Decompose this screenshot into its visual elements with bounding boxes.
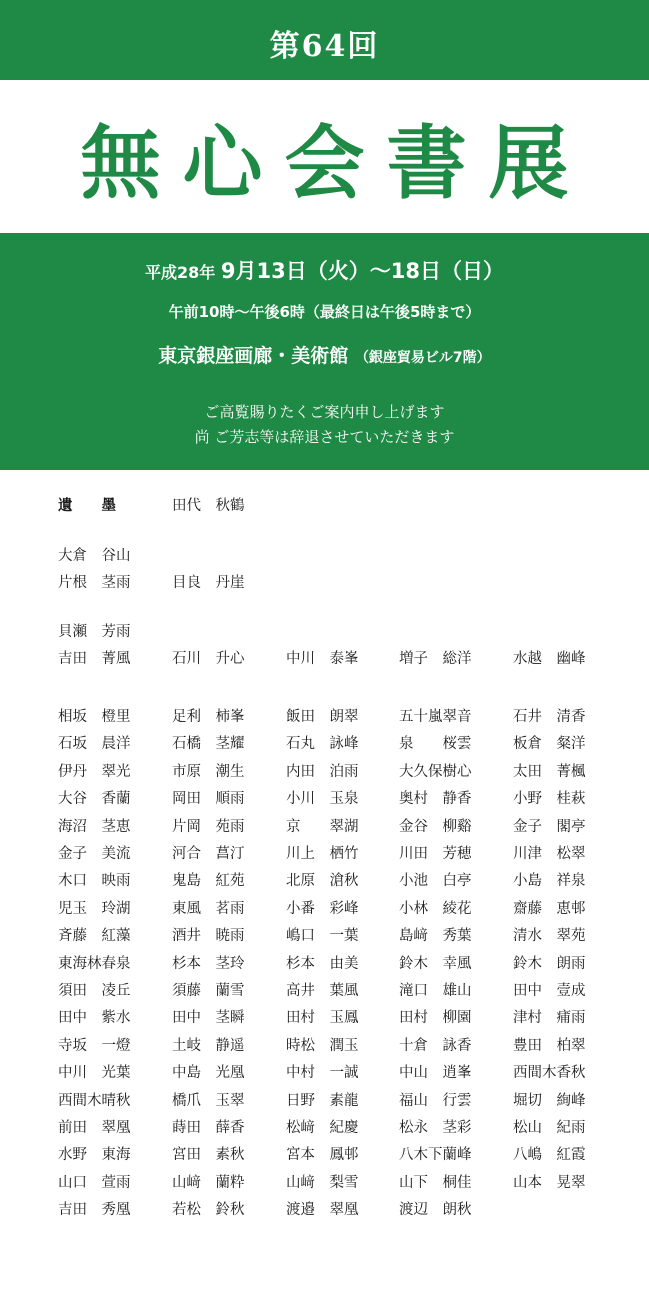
- member-name: 鬼島 紅苑: [172, 873, 245, 890]
- top-band: [0, 0, 649, 80]
- memorial-row: [0, 494, 649, 518]
- edition-number: 第64回: [269, 29, 380, 64]
- member-name: 片根 茎雨: [58, 575, 131, 591]
- member-name: 相坂 橙里: [58, 709, 131, 725]
- member-name: 土岐 静遥: [172, 1037, 245, 1054]
- member-name: 西間木香秋: [513, 1065, 586, 1082]
- member-name: 板倉 粲洋: [513, 736, 586, 753]
- member-row: [0, 1061, 649, 1085]
- member-name: 松﨑 紀慶: [286, 1120, 359, 1136]
- member-name: 山口 萱雨: [58, 1174, 131, 1191]
- member-name: 石川 升心: [172, 651, 245, 667]
- member-name: 松永 茎彩: [399, 1120, 472, 1136]
- member-row: [0, 1089, 649, 1113]
- member-name: 西間木晴秋: [58, 1092, 131, 1109]
- member-name: 内田 泊雨: [286, 763, 359, 780]
- member-name: 高井 葉風: [286, 983, 359, 999]
- member-name: 酒井 暁雨: [172, 928, 245, 945]
- member-name: 齋藤 恵邨: [513, 900, 586, 917]
- member-name: 若松 鈴秋: [172, 1202, 245, 1219]
- member-row: [0, 787, 649, 811]
- member-name: 渡辺 朗秋: [399, 1202, 472, 1219]
- member-name: 奥村 静香: [399, 791, 472, 808]
- member-name: 山﨑 梨雪: [286, 1174, 359, 1191]
- member-name: 島﨑 秀葉: [399, 928, 472, 945]
- member-name: 田中 紫水: [58, 1010, 131, 1027]
- member-name: 山下 桐佳: [399, 1174, 472, 1191]
- venue-note: （銀座貿易ビル7階）: [354, 350, 491, 366]
- info-band: [0, 233, 649, 470]
- gift-decline-note: 尚 ご芳志等は辞退させていただきます: [194, 428, 455, 446]
- member-name: 大久保樹心: [399, 763, 472, 780]
- member-name: 飯田 朗翠: [286, 709, 359, 725]
- title-area: [0, 80, 649, 233]
- member-name: 須田 凌丘: [58, 983, 131, 999]
- member-name: 宮本 鳳邨: [286, 1147, 359, 1164]
- member-name: 石坂 晨洋: [58, 736, 131, 753]
- member-name: 水越 幽峰: [513, 651, 586, 667]
- member-name: 滝口 雄山: [399, 983, 472, 999]
- member-name: 川田 芳穂: [399, 846, 472, 862]
- member-name: 海沼 茎恵: [58, 818, 131, 835]
- member-row: [0, 1116, 649, 1140]
- member-name: 前田 翠凰: [58, 1120, 131, 1136]
- member-name: 宮田 素秋: [172, 1147, 245, 1164]
- venue: [0, 341, 649, 368]
- member-name: 田村 柳園: [399, 1010, 472, 1027]
- member-name: 河合 菖汀: [172, 846, 245, 862]
- member-name: 杉本 茎玲: [172, 955, 245, 972]
- member-name: 水野 東海: [58, 1147, 131, 1164]
- member-name: 木口 映雨: [58, 873, 131, 890]
- member-name: 中村 一誠: [286, 1065, 359, 1082]
- date-era: 平成28年: [145, 263, 216, 282]
- member-name: 蒔田 薛香: [172, 1120, 245, 1136]
- member-name: 川津 松翠: [513, 846, 586, 862]
- senior-row: [0, 620, 649, 644]
- member-name: 小島 祥泉: [513, 873, 586, 890]
- member-row: [0, 842, 649, 866]
- member-name: 川上 栖竹: [286, 846, 359, 862]
- member-row: [0, 732, 649, 756]
- member-name: 田中 壹成: [513, 983, 586, 999]
- member-name: 鈴木 幸風: [399, 955, 472, 972]
- date-range: 9月13日（火）〜18日（日）: [220, 259, 504, 283]
- member-name: 中川 泰峯: [286, 651, 359, 667]
- member-name: 目良 丹崖: [172, 575, 245, 591]
- member-name: 岡田 順雨: [172, 791, 245, 808]
- venue-name: 東京銀座画廊・美術館: [158, 345, 349, 367]
- member-row: [0, 897, 649, 921]
- member-name: 八木下蘭峰: [399, 1147, 472, 1164]
- member-name: 小野 桂萩: [513, 791, 586, 808]
- member-row: [0, 979, 649, 1003]
- member-name: 中山 逍峯: [399, 1065, 472, 1082]
- member-row: [0, 1034, 649, 1058]
- member-name: 金谷 柳谿: [399, 818, 472, 835]
- member-name: 金子 美流: [58, 846, 131, 862]
- member-name: 橋爪 玉翠: [172, 1092, 245, 1109]
- member-name: 嶋口 一葉: [286, 928, 359, 945]
- member-name: 市原 潮生: [172, 763, 245, 780]
- member-name: 小番 彩峰: [286, 900, 359, 917]
- member-name: 中川 光葉: [58, 1065, 131, 1082]
- member-name: 金子 閣亭: [513, 818, 586, 835]
- member-name: 泉 桜雲: [399, 736, 472, 753]
- member-name: 石橋 茎耀: [172, 736, 245, 753]
- member-name: 寺坂 一燈: [58, 1037, 131, 1054]
- member-name: 足利 柿峯: [172, 709, 245, 725]
- member-name: 大倉 谷山: [58, 548, 131, 564]
- member-name: 日野 素龍: [286, 1092, 359, 1109]
- member-name: 大谷 香蘭: [58, 791, 131, 808]
- member-name: 時松 潤玉: [286, 1037, 359, 1054]
- memorial-label: 遺 墨: [58, 498, 116, 514]
- memorial-name: 田代 秋鶴: [172, 498, 245, 514]
- member-name: 清水 翠苑: [513, 928, 586, 945]
- member-row: [0, 1006, 649, 1030]
- member-name: 田村 玉鳳: [286, 1010, 359, 1027]
- member-name: 石丸 詠峰: [286, 736, 359, 753]
- member-name: 十倉 詠香: [399, 1037, 472, 1054]
- member-name: 津村 痡雨: [513, 1010, 586, 1027]
- advisor-row: [0, 544, 649, 568]
- member-row: [0, 1143, 649, 1167]
- member-name: 八嶋 紅霞: [513, 1147, 586, 1164]
- member-name: 豊田 柏翠: [513, 1037, 586, 1054]
- member-name: 吉田 秀凰: [58, 1202, 131, 1219]
- member-name: 五十嵐翠音: [399, 709, 472, 725]
- member-name: 太田 菁楓: [513, 763, 586, 780]
- member-row: [0, 924, 649, 948]
- member-name: 小川 玉泉: [286, 791, 359, 808]
- member-name: 中島 光凰: [172, 1065, 245, 1082]
- greeting-text: ご高覧賜りたくご案内申し上げます: [204, 403, 445, 421]
- member-name: 福山 行雲: [399, 1092, 472, 1109]
- member-name: 山本 晃翠: [513, 1174, 586, 1191]
- member-name: 小林 綾花: [399, 900, 472, 917]
- member-name: 京 翠湖: [286, 818, 359, 835]
- member-name: 東海林春泉: [58, 955, 131, 972]
- member-name: 片岡 苑雨: [172, 818, 245, 835]
- member-row: [0, 952, 649, 976]
- member-name: 山﨑 蘭粋: [172, 1174, 245, 1191]
- exhibition-title: 無心会書展: [80, 116, 591, 210]
- advisor-row: [0, 571, 649, 595]
- member-row: [0, 705, 649, 729]
- opening-hours: 午前10時〜午後6時（最終日は午後5時まで）: [168, 303, 481, 321]
- member-row: [0, 1198, 649, 1222]
- member-list: [0, 470, 649, 1297]
- member-name: 田中 茎瞬: [172, 1010, 245, 1027]
- member-row: [0, 760, 649, 784]
- member-name: 増子 総洋: [399, 651, 472, 667]
- member-row: [0, 815, 649, 839]
- member-name: 須藤 蘭雪: [172, 983, 245, 999]
- member-name: 渡邉 翠凰: [286, 1202, 359, 1219]
- member-name: 東風 茗雨: [172, 900, 245, 917]
- member-row: [0, 1171, 649, 1195]
- member-name: 北原 滄秋: [286, 873, 359, 890]
- member-row: [0, 869, 649, 893]
- exhibition-date: [0, 255, 649, 285]
- member-name: 石井 清香: [513, 709, 586, 725]
- member-name: 貝瀬 芳雨: [58, 624, 131, 640]
- member-name: 児玉 玲湖: [58, 900, 131, 917]
- member-name: 鈴木 朗雨: [513, 955, 586, 972]
- member-name: 伊丹 翠光: [58, 763, 131, 780]
- senior-row: [0, 647, 649, 671]
- member-name: 小池 白亭: [399, 873, 472, 890]
- member-name: 吉田 菁風: [58, 651, 131, 667]
- member-name: 松山 紀雨: [513, 1120, 586, 1136]
- member-name: 堀切 絢峰: [513, 1092, 586, 1109]
- member-name: 斉藤 紅藻: [58, 928, 131, 945]
- member-name: 杉本 由美: [286, 955, 359, 972]
